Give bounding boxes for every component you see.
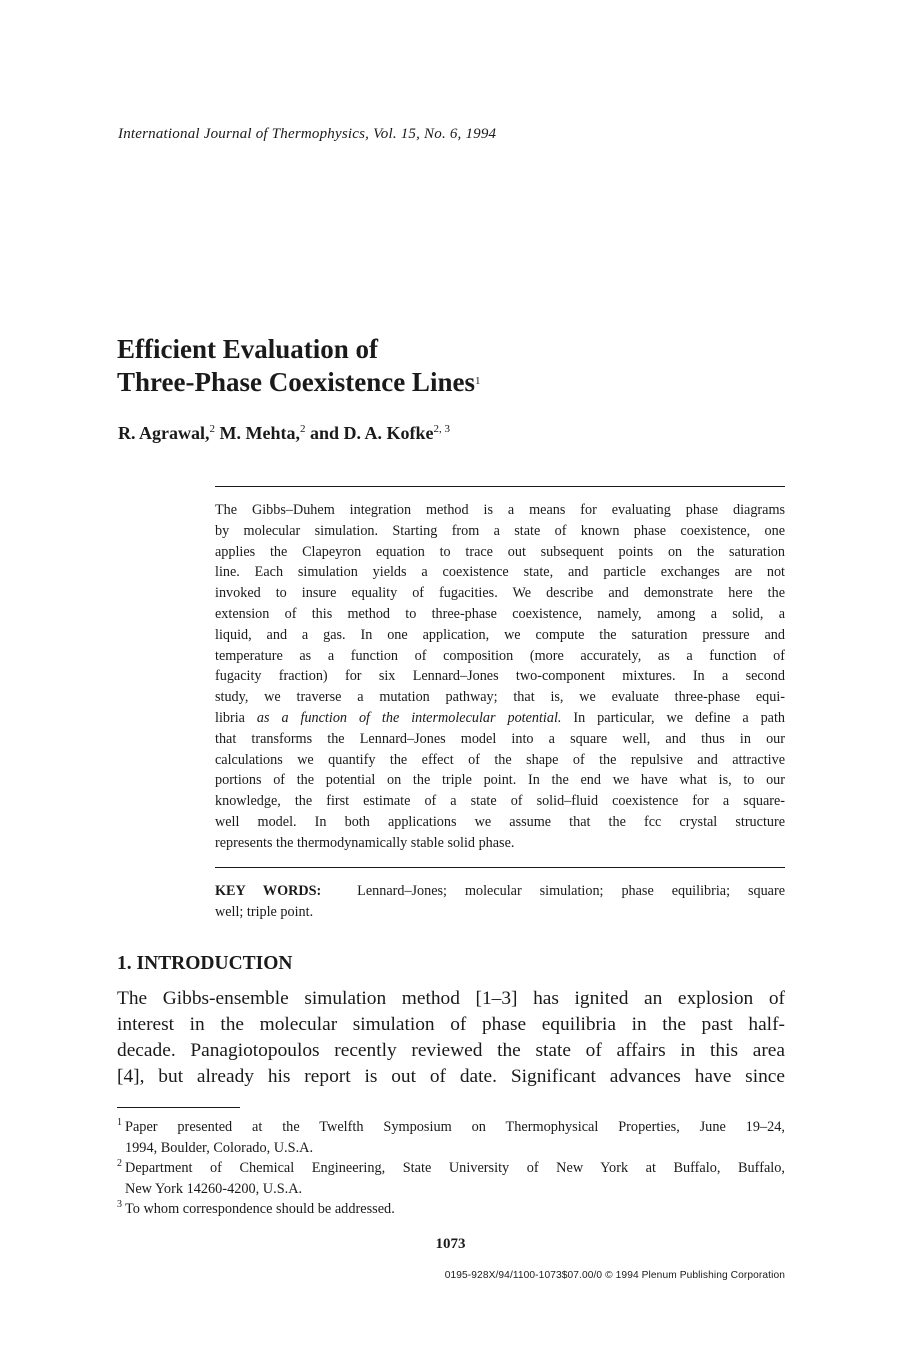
abstract-italic-phrase: as a function of the intermolecular potential. [256,709,562,726]
author-kofke-mark: 2, 3 [433,423,451,435]
author-kofke: D. A. Kofke [343,423,434,443]
abstract-line: well model. In both applications we assume that the fcc crystal structure [215,813,785,830]
key-words-line-2: well; triple point. [215,904,314,920]
abstract-line: by molecular simulation. Starting from a state of known phase coexistence, one [215,522,785,539]
footnote-rule [117,1107,240,1108]
intro-line: decade. Panagiotopoulos recently reviewed the state of affairs in this area [117,1040,785,1061]
intro-line: interest in the molecular simulation of phase equilibria in the past half- [117,1014,785,1035]
abstract-line-11-pre: libria [215,709,245,726]
key-words-line-1 [215,881,785,902]
author-agrawal-mark: 2 [209,423,215,435]
abstract-bottom-rule [215,867,785,868]
author-agrawal: R. Agrawal, [118,423,210,443]
abstract-line: fugacity fraction) for six Lennard–Jones two-component mixtures. In a second [215,668,785,685]
intro-line: [4], but already his report is out of date. Significant advances have since [117,1066,785,1087]
abstract-line: study, we traverse a mutation pathway; that is, we evaluate three-phase equi- [215,689,785,706]
footnote-2-mark: 2 [117,1158,122,1169]
footnote-2 [117,1158,785,1199]
footnote-line: 1994, Boulder, Colorado, U.S.A. [125,1139,314,1156]
abstract-line: calculations we quantify the effect of the shape of the repulsive and attractive [215,751,785,768]
author-mehta-mark: 2 [299,423,306,435]
abstract-line: liquid, and a gas. In one application, we compute the saturation pressure and [215,626,785,643]
abstract-line: line. Each simulation yields a coexistence state, and particle exchanges are not [215,564,785,581]
author-conjunction: and [309,423,340,443]
abstract [215,500,785,854]
abstract-line: represents the thermodynamically stable solid phase. [215,834,515,851]
footnote-1-mark: 1 [117,1117,122,1128]
footnote-3 [117,1199,785,1220]
intro-line: The Gibbs-ensemble simulation method [1–3] has ignited an explosion of [117,988,785,1009]
abstract-line [215,708,785,729]
abstract-line: knowledge, the first estimate of a state of solid–fluid coexistence for a square- [215,793,785,810]
abstract-line-11-post: In particular, we define a path [573,709,786,726]
title-footnote-mark: 1 [474,375,481,387]
page-number: 1073 [435,1236,466,1252]
footnote-line: Paper presented at the Twelfth Symposium on Thermophysical Properties, June 19–24, [125,1119,785,1135]
abstract-line: that transforms the Lennard–Jones model into a square well, and thus in our [215,730,785,747]
title-line-2 [117,366,480,399]
abstract-line: extension of this method to three-phase coexistence, namely, among a solid, a [215,605,785,622]
key-words-label: KEY WORDS: [215,883,322,899]
journal-citation: International Journal of Thermophysics, Vol. 15, No. 6, 1994 [118,126,497,142]
abstract-line: portions of the potential on the triple point. In the end we have what is, to our [215,772,785,789]
footnotes [117,1117,785,1220]
footnote-3-mark: 3 [117,1199,122,1210]
author-list [118,423,450,444]
abstract-line: temperature as a function of composition (more accurately, as a function of [215,647,785,664]
key-words [215,881,785,923]
article-title [117,333,480,399]
footnote-1 [117,1117,785,1158]
copyright-line: 0195-928X/94/1100-1073$07.00/0 © 1994 Plenum Publishing Corporation [444,1270,785,1281]
key-words-text: Lennard–Jones; molecular simulation; phase equilibria; square [357,883,785,899]
author-mehta: M. Mehta, [219,423,300,443]
footnote-line: To whom correspondence should be addressed. [125,1201,395,1217]
abstract-top-rule [215,486,785,487]
introduction-text [117,986,785,1090]
footnote-line: Department of Chemical Engineering, State University of New York at Buffalo, Buffalo, [125,1160,785,1176]
footnote-line: New York 14260-4200, U.S.A. [125,1180,303,1197]
abstract-line: The Gibbs–Duhem integration method is a means for evaluating phase diagrams [215,502,785,518]
title-line-1: Efficient Evaluation of [117,334,378,364]
abstract-line: applies the Clapeyron equation to trace out subsequent points on the saturation [215,543,785,560]
abstract-line: invoked to insure equality of fugacities. We describe and demonstrate here the [215,585,785,602]
title-line-2-text: Three-Phase Coexistence Lines [117,367,475,397]
section-heading: 1. INTRODUCTION [117,953,293,974]
